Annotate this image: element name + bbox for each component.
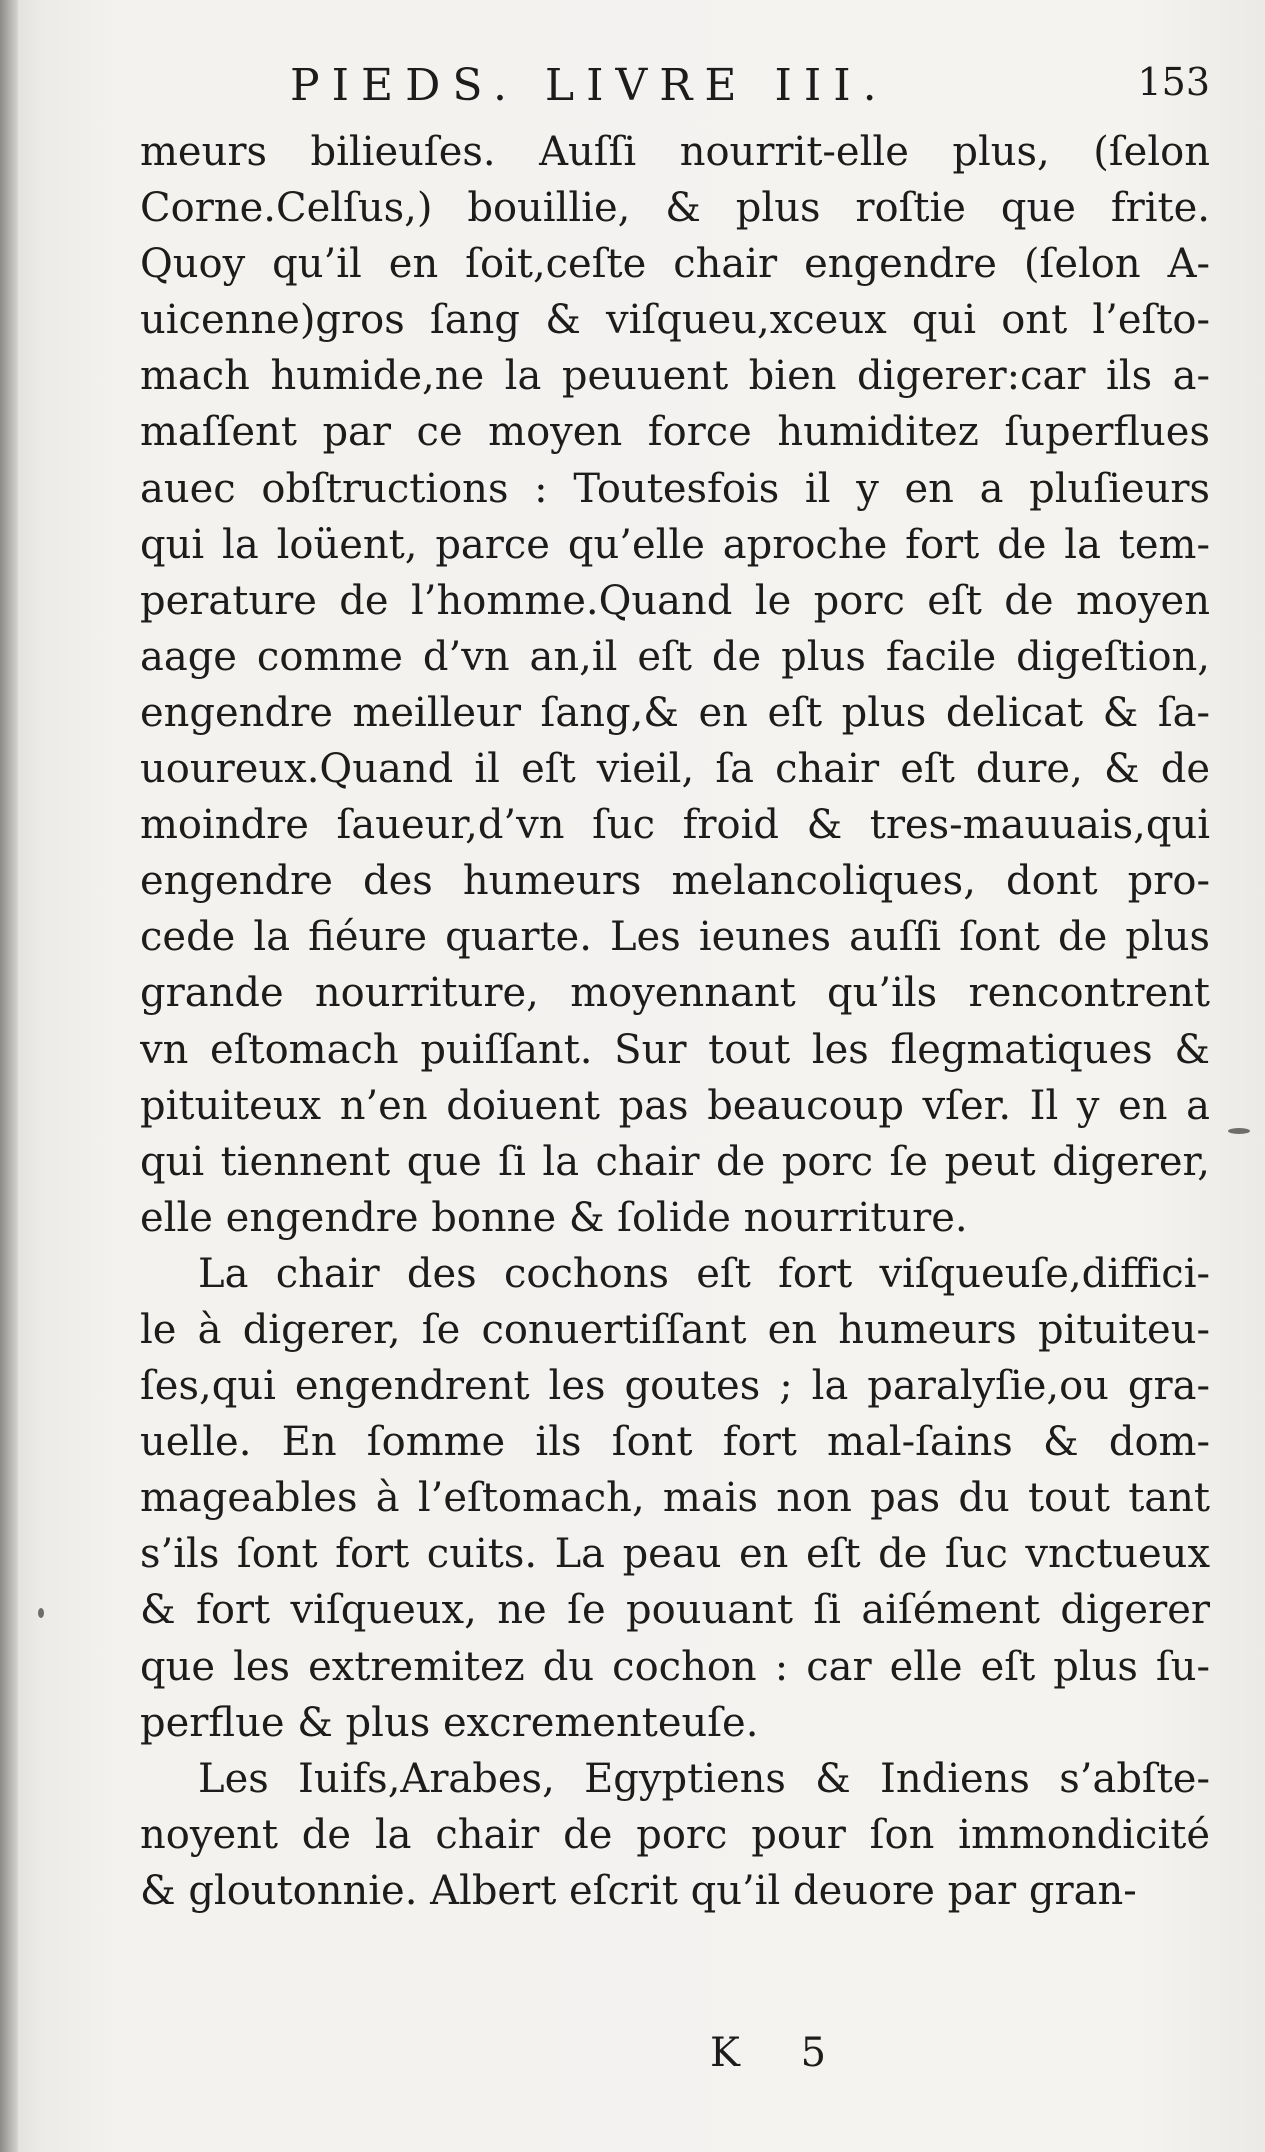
binding-shadow: [0, 0, 18, 2152]
running-title: PIEDS. LIVRE III.: [290, 60, 889, 111]
text-line: le à digerer, ſe conuertiſſant en humeurs pituiteu-: [140, 1306, 1210, 1353]
text-line: ſes,qui engendrent les goutes ; la paralyſie,ou gra-: [140, 1363, 1210, 1410]
text-line: perature de l’homme.Quand le porc eſt de moyen: [140, 577, 1210, 624]
text-line: meurs bilieuſes. Auſſi nourrit-elle plus, (ſelon: [140, 129, 1210, 175]
text-line: grande nourriture, moyennant qu’ils rencontrent: [140, 970, 1210, 1017]
text-line: Quoy qu’il en ſoit,ceſte chair engendre (ſelon A-: [140, 241, 1210, 288]
text-line: & fort viſqueux, ne ſe pouuant ſi aiſément digerer: [140, 1587, 1210, 1634]
text-line: cede la fiéure quarte. Les ieunes auſſi ſont de plus: [140, 914, 1210, 961]
text-line: que les extremitez du cochon : car elle eſt plus ſu-: [140, 1643, 1210, 1690]
text-line: noyent de la chair de porc pour ſon immondicité: [140, 1811, 1210, 1858]
text-line: & gloutonnie. Albert eſcrit qu’il deuore par gran-: [140, 1867, 1137, 1914]
text-line: moindre ſaueur,d’vn ſuc froid & tres-mauuais,qui: [140, 802, 1210, 849]
text-line: qui tiennent que ſi la chair de porc ſe peut digerer,: [140, 1138, 1210, 1185]
text-line: vn eſtomach puiſſant. Sur tout les flegmatiques &: [140, 1026, 1210, 1073]
text-line: s’ils ſont fort cuits. La peau en eſt de ſuc vnctueux: [140, 1531, 1210, 1578]
text-line: mach humide,ne la peuuent bien digerer:car ils a-: [140, 353, 1210, 400]
ink-spot: [38, 1608, 44, 1618]
text-line: auec obſtructions : Toutesfois il y en a pluſieurs: [140, 465, 1210, 512]
text-line: elle engendre bonne & ſolide nourriture.: [140, 1194, 968, 1241]
text-line: perflue & plus excrementeuſe.: [140, 1699, 759, 1746]
text-line: engendre des humeurs melancoliques, dont pro-: [140, 858, 1210, 905]
text-line: uelle. En ſomme ils ſont fort mal-ſains & dom-: [140, 1419, 1210, 1466]
ink-spot: [1228, 1128, 1250, 1134]
text-line: qui la loüent, parce qu’elle aproche fort de la tem-: [140, 521, 1210, 568]
text-line: mageables à l’eſtomach, mais non pas du tout tant: [140, 1475, 1210, 1522]
text-line: Les Iuifs,Arabes, Egyptiens & Indiens s’abſte-: [198, 1755, 1210, 1802]
page-header: [140, 52, 1210, 124]
text-line: uoureux.Quand il eſt vieil, ſa chair eſt dure, & de: [140, 746, 1210, 793]
page-number: 153: [1137, 60, 1210, 104]
page-text: [140, 52, 1210, 1919]
text-line: maſſent par ce moyen force humiditez ſuperflues: [140, 409, 1210, 456]
text-line: uicenne)gros ſang & viſqueu,xceux qui ont l’eſto-: [140, 297, 1210, 344]
text-line: La chair des cochons eſt fort viſqueuſe,diffici-: [198, 1250, 1210, 1297]
text-line: pituiteux n’en doiuent pas beaucoup vſer. Il y en a: [140, 1082, 1210, 1129]
text-line: engendre meilleur ſang,& en eſt plus delicat & ſa-: [140, 689, 1210, 736]
text-line: Corne.Celſus,) bouillie, & plus roſtie que frite.: [140, 185, 1210, 232]
signature-mark: K 5: [710, 2030, 851, 2076]
text-line: aage comme d’vn an,il eſt de plus facile digeſtion,: [140, 633, 1210, 680]
body-text: [140, 124, 1210, 1919]
